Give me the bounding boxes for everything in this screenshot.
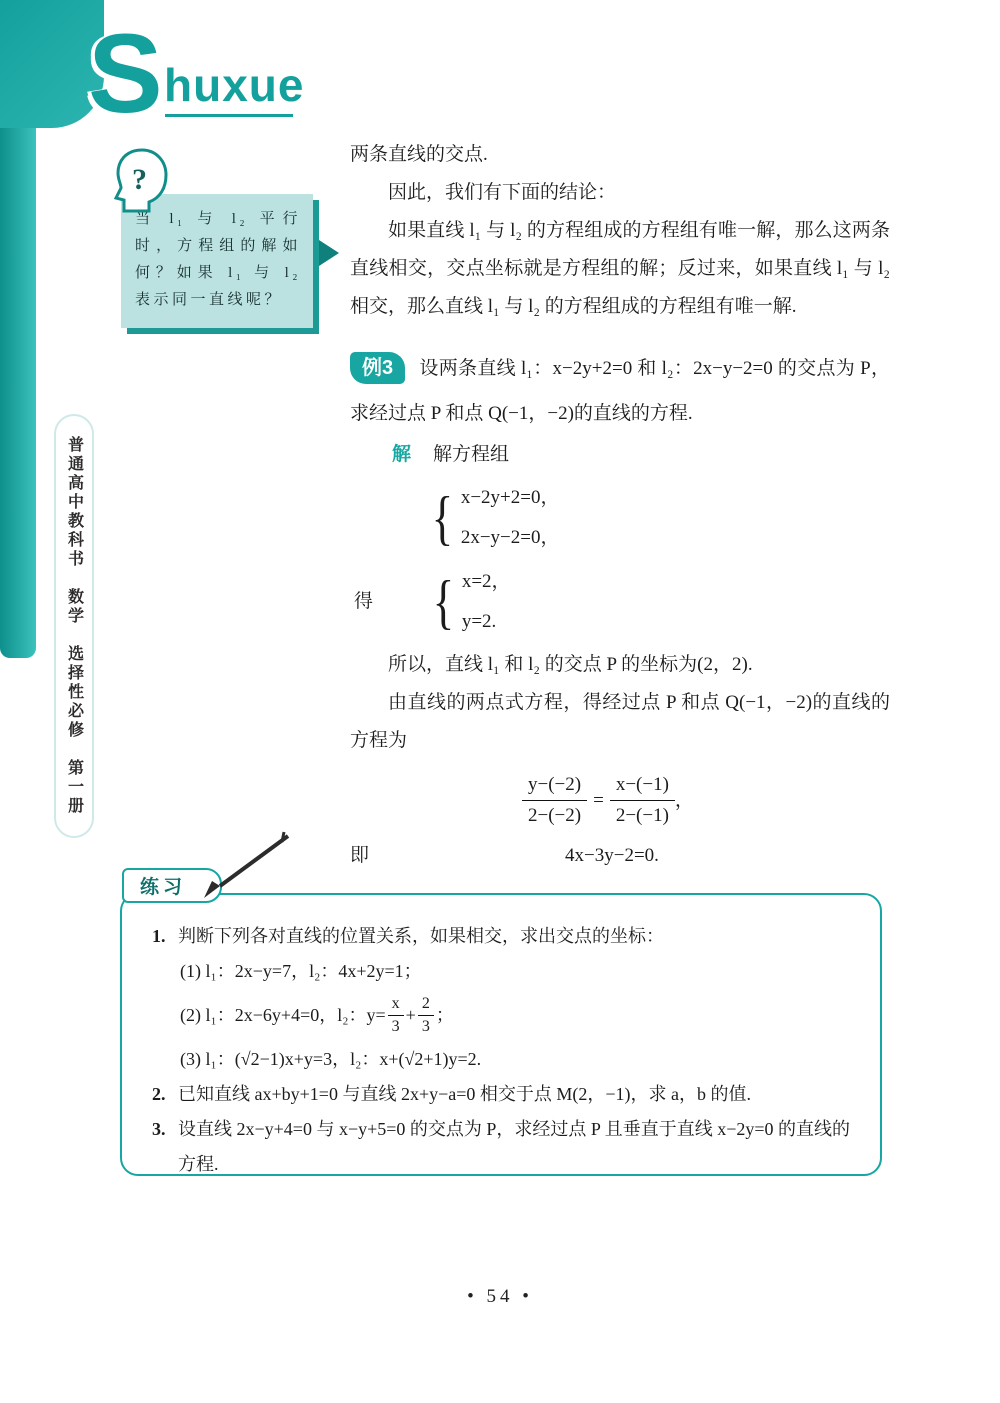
- practice-item-1-sub-2-prefix: (2) l₁：2x−6y+4=0，l₂：y=: [180, 1005, 386, 1025]
- paragraph-intersection-point: 所以，直线 l₁ 和 l₂ 的交点 P 的坐标为(2，2).: [388, 654, 753, 675]
- page-number: • 54 •: [467, 1286, 533, 1307]
- practice-item-1-sub-2: [180, 994, 852, 1037]
- fraction-left: [522, 772, 587, 829]
- practice-item-1-sub-1: (1) l₁：2x−y=7，l₂：4x+2y=1；: [180, 961, 422, 981]
- practice-item-2-number: 2.: [152, 1084, 166, 1104]
- practice-item-2-text: 已知直线 ax+by+1=0 与直线 2x+y−a=0 相交于点 M(2，−1)，求 a，b 的值.: [178, 1084, 752, 1104]
- example-badge: 例3: [350, 352, 405, 384]
- ji-label: 即: [350, 845, 370, 866]
- solution-line: [350, 436, 890, 474]
- fraction-right-numerator: x−(−1): [610, 772, 675, 801]
- question-mark-glyph: ?: [132, 163, 147, 196]
- de-label: 得: [354, 591, 374, 612]
- question-head-icon: [110, 144, 172, 218]
- paragraph-continuation: 两条直线的交点.: [350, 144, 488, 165]
- display-fraction-equation: [522, 772, 890, 829]
- practice-item-1-number: 1.: [152, 926, 166, 946]
- fraction-left-numerator: y−(−2): [522, 772, 587, 801]
- logo-text: huxue: [164, 59, 305, 111]
- main-content: [350, 136, 890, 875]
- arrow-right-icon: [319, 240, 339, 266]
- inline-fraction-a-numerator: x: [388, 994, 404, 1016]
- solve-text: 解方程组: [433, 444, 510, 465]
- paragraph-conclusion-intro: 因此，我们有下面的结论：: [388, 182, 617, 203]
- system-1-lines: [461, 478, 560, 558]
- plus-sign: +: [405, 1005, 416, 1025]
- final-equation: 4x−3y−2=0.: [565, 845, 659, 866]
- system-2-eq-1: x=2，: [461, 571, 511, 592]
- example-statement-text: 设两条直线 l₁：x−2y+2=0 和 l₂：2x−y−2=0 的交点为 P，求经过点 P 和点 Q(−1，−2)的直线的方程.: [350, 358, 890, 424]
- practice-item-1-text: 判断下列各对直线的位置关系，如果相交，求出交点的坐标：: [178, 926, 664, 946]
- inline-fraction-b-denominator: 3: [421, 1018, 430, 1035]
- example-statement: [350, 346, 890, 436]
- fraction-right: [610, 772, 675, 829]
- inline-fraction-a: [388, 994, 404, 1037]
- left-brace-glyph: {: [431, 485, 454, 551]
- margin-question-text: 当 l₁ 与 l₂ 平行时，方程组的解如何？如果 l₁ 与 l₂ 表示同一直线呢？: [135, 211, 301, 308]
- fraction-trailing-comma: ，: [674, 789, 694, 811]
- practice-section: [120, 893, 882, 1176]
- equation-system-2: [354, 562, 890, 642]
- paragraph-conclusion: 如果直线 l₁ 与 l₂ 的方程组成的方程组有唯一解，那么这两条直线相交，交点坐标就是方程组的解；反过来，如果直线 l₁ 与 l₂ 相交，那么直线 l₁ 与 l₂ 的方程组成的方程组有唯一解.: [350, 220, 890, 317]
- solve-label: 解: [392, 444, 412, 465]
- inline-fraction-b: [418, 994, 434, 1037]
- system-1-eq-2: 2x−y−2=0，: [460, 527, 560, 548]
- practice-item-3-number: 3.: [152, 1119, 166, 1139]
- practice-item-3-text: 设直线 2x−y+4=0 与 x−y+5=0 的交点为 P，求经过点 P 且垂直于直线 x−2y=0 的直线的方程.: [178, 1119, 851, 1174]
- semicolon-glyph: ；: [435, 1005, 454, 1025]
- practice-tab: 练习: [122, 868, 222, 903]
- logo-underline: [165, 114, 293, 117]
- book-spine-title: 普通高中教科书 数学 选择性必修 第一册: [65, 436, 83, 816]
- pencil-icon: [186, 830, 296, 906]
- logo-letter-s: S: [88, 11, 163, 136]
- practice-item-1-sub-3: (3) l₁：(√2−1)x+y=3，l₂：x+(√2+1)y=2.: [180, 1049, 482, 1069]
- system-2-lines: [462, 562, 511, 642]
- book-spine: [54, 414, 94, 838]
- equation-system-1: [428, 478, 890, 558]
- fraction-left-denominator: 2−(−2): [528, 805, 582, 826]
- left-brace-glyph: {: [432, 569, 455, 635]
- practice-item-1: [152, 919, 852, 954]
- practice-item-3: [152, 1112, 852, 1182]
- equals-sign: =: [593, 789, 604, 811]
- inline-fraction-b-numerator: 2: [418, 994, 434, 1016]
- system-1-eq-1: x−2y+2=0，: [460, 487, 560, 508]
- final-equation-line: [350, 837, 890, 875]
- system-2-eq-2: y=2.: [461, 611, 497, 632]
- inline-fraction-a-denominator: 3: [391, 1018, 400, 1035]
- fraction-right-denominator: 2−(−1): [615, 805, 669, 826]
- practice-item-2: [152, 1077, 852, 1112]
- paragraph-two-point-form: 由直线的两点式方程，得经过点 P 和点 Q(−1，−2)的直线的方程为: [350, 692, 890, 751]
